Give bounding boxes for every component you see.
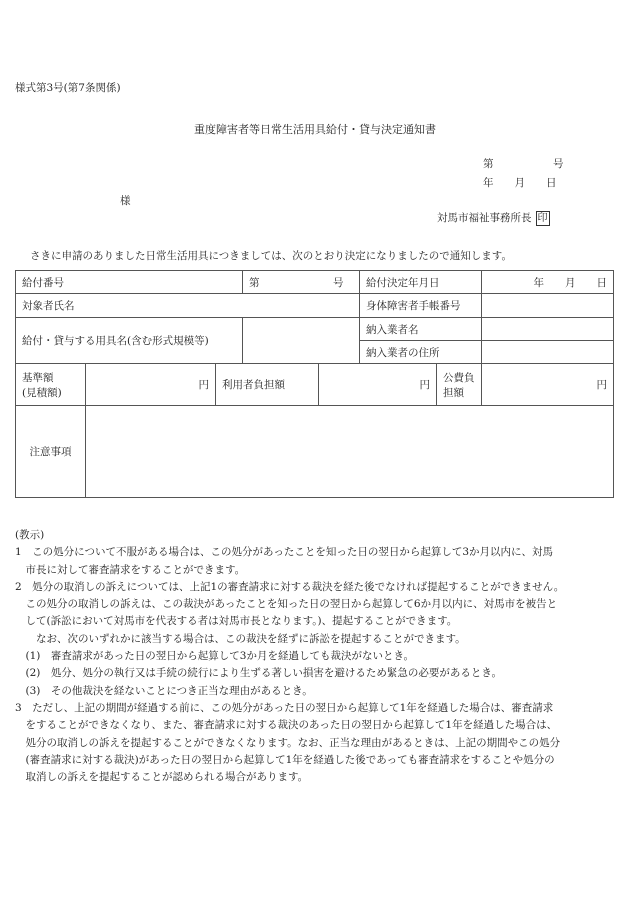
decision-date-value[interactable]: 年 月 日 <box>482 271 614 294</box>
notes-label: 注意事項 <box>16 406 86 498</box>
item-name-value[interactable] <box>243 318 360 364</box>
addressee: 様 <box>120 195 131 207</box>
instruction-line: 2 処分の取消しの訴えについては、上記1の審査請求に対する裁決を経た後でなければ提起することができません。 <box>15 580 565 593</box>
number-suffix: 号 <box>553 158 564 170</box>
base-amount-label-line1: 基準額 <box>22 371 54 384</box>
instruction-line: 処分の取消しの訴えを提起することができなくなります。なお、正当な理由があるときは、上記の期間やこの処分 <box>15 736 561 749</box>
instruction-line: なお、次のいずれかに該当する場合は、この裁決を経ずに訴訟を提起することができます。 <box>15 632 466 645</box>
base-amount-label <box>16 364 86 406</box>
instruction-line: (審査請求に対する裁決)があった日の翌日から起算して1年を経過した後であっても審査請求をすることや処分の <box>15 753 555 766</box>
supplier-name-value[interactable] <box>482 318 614 341</box>
issuer-name: 対馬市福祉事務所長 <box>437 212 532 224</box>
issue-date: 年 月 日 <box>483 177 557 189</box>
number-prefix: 第 <box>483 158 494 170</box>
instruction-line: (2) 処分、処分の執行又は手続の続行により生ずる著しい損害を避けるため緊急の必要があるとき。 <box>15 667 502 680</box>
supplier-name-label: 納入業者名 <box>360 318 482 341</box>
user-burden-value[interactable]: 円 <box>319 364 437 406</box>
instructions-heading: (教示) <box>15 529 45 541</box>
supplier-address-value[interactable] <box>482 341 614 364</box>
handbook-number-label: 身体障害者手帳番号 <box>360 294 482 318</box>
instruction-line: (3) その他裁決を経ないことにつき正当な理由があるとき。 <box>15 684 313 697</box>
subject-name-label: 対象者氏名 <box>16 294 360 318</box>
instruction-line: (1) 審査請求があった日の翌日から起算して3か月を経過しても裁決がないとき。 <box>15 650 415 663</box>
form-number: 様式第3号(第7条関係) <box>15 82 121 94</box>
intro-text: さきに申請のありました日常生活用具につきましては、次のとおり決定になりましたので通知します。 <box>30 250 512 262</box>
handbook-number-value[interactable] <box>482 294 614 318</box>
instruction-line: 市長に対して審査請求をすることができます。 <box>15 563 246 576</box>
base-amount-value[interactable]: 円 <box>86 364 216 406</box>
instruction-line: この処分の取消しの訴えは、この裁決があったことを知った日の翌日から起算して6か月以内に、対馬市を被告と <box>15 598 558 611</box>
instruction-line: をすることができなくなり、また、審査請求に対する裁決のあった日の翌日から起算して1年を経過した場合は、 <box>15 719 558 732</box>
public-burden-label: 公費負担額 <box>437 364 482 406</box>
instructions <box>15 527 615 786</box>
notes-value[interactable] <box>86 406 614 498</box>
supplier-address-label: 納入業者の住所 <box>360 341 482 364</box>
document-title: 重度障害者等日常生活用具給付・貸与決定通知書 <box>194 123 436 136</box>
instruction-line: して(訴訟において対馬市を代表する者は対馬市長となります。)、提起することができます。 <box>15 615 458 628</box>
instruction-line: 1 この処分について不服がある場合は、この処分があったことを知った日の翌日から起算して3か月以内に、対馬 <box>15 546 554 559</box>
item-name-label: 給付・貸与する用具名(含む形式規模等) <box>16 318 243 364</box>
decision-table <box>15 270 614 498</box>
instruction-line: 3 ただし、上記の期間が経過する前に、この処分があった日の翌日から起算して1年を経過した場合は、審査請求 <box>15 701 554 714</box>
instruction-line: 取消しの訴えを提起することが認められる場合があります。 <box>15 771 309 784</box>
grant-number-label: 給付番号 <box>16 271 243 294</box>
issuer <box>437 210 550 226</box>
base-amount-label-line2: (見積額) <box>22 386 62 399</box>
decision-date-label: 給付決定年月日 <box>360 271 482 294</box>
seal-mark: 印 <box>537 213 548 224</box>
public-burden-value[interactable]: 円 <box>482 364 614 406</box>
grant-number-value[interactable]: 第 号 <box>243 271 360 294</box>
user-burden-label: 利用者負担額 <box>216 364 319 406</box>
